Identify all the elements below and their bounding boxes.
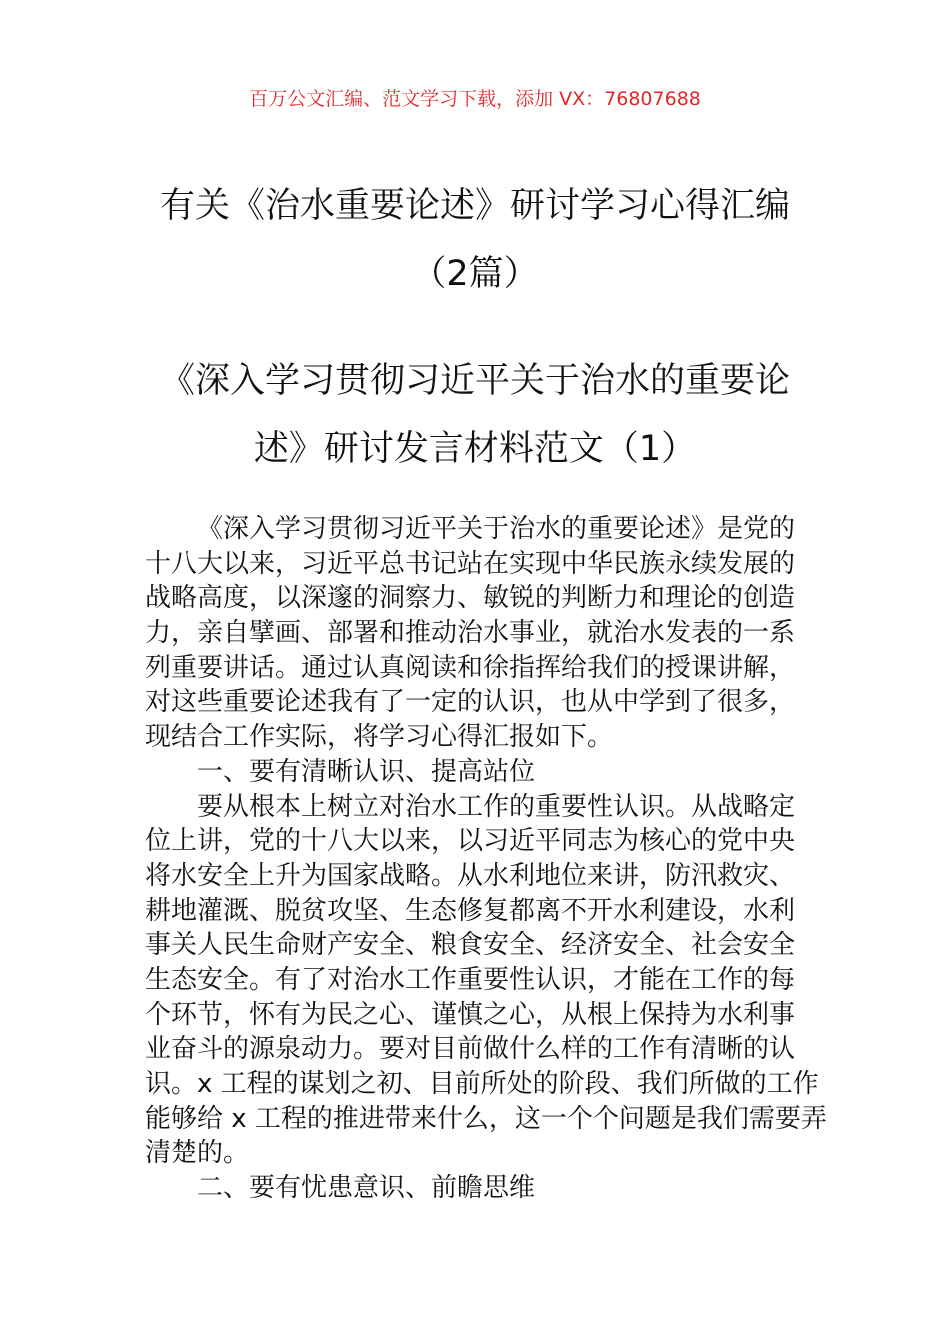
text-line: 清楚的。: [145, 1138, 250, 1169]
text-line: 现结合工作实际，将学习心得汇报如下。: [145, 722, 614, 753]
section-title-line2: 述》研讨发言材料范文（1）: [253, 429, 697, 469]
text-line: 位上讲，党的十八大以来，以习近平同志为核心的党中央: [145, 826, 796, 857]
document-body: [145, 512, 827, 1206]
text-line: 战略高度，以深邃的洞察力、敏锐的判断力和理论的创造: [145, 583, 796, 614]
text-line: 识。x 工程的谋划之初、目前所处的阶段、我们所做的工作: [145, 1069, 819, 1099]
text-line: 事关人民生命财产安全、粮食安全、经济安全、社会安全: [145, 930, 796, 961]
text-line: 耕地灌溉、脱贫攻坚、生态修复都离不开水利建设，水利: [145, 895, 796, 926]
text-line: 十八大以来，习近平总书记站在实现中华民族永续发展的: [145, 548, 796, 579]
text-line: 一、要有清晰认识、提高站位: [197, 756, 536, 787]
text-line: 《深入学习贯彻习近平关于治水的重要论述》是党的: [197, 514, 796, 544]
text-line: 列重要讲话。通过认真阅读和徐指挥给我们的授课讲解，: [145, 652, 796, 683]
text-line: 个环节，怀有为民之心、谨慎之心，从根上保持为水利事: [145, 999, 796, 1030]
text-line: 生态安全。有了对治水工作重要性认识，才能在工作的每: [145, 964, 796, 995]
document-title-line1: 有关《治水重要论述》研讨学习心得汇编: [159, 186, 790, 226]
text-line: 要从根本上树立对治水工作的重要性认识。从战略定: [197, 791, 796, 822]
text-line: 将水安全上升为国家战略。从水利地位来讲，防汛救灾、: [145, 860, 796, 891]
text-line: 对这些重要论述我有了一定的认识，也从中学到了很多，: [145, 687, 796, 718]
text-line: 能够给 x 工程的推进带来什么，这一个个问题是我们需要弄: [145, 1103, 827, 1134]
document-title-line2: （2篇）: [411, 254, 539, 294]
section-title-line1: 《深入学习贯彻习近平关于治水的重要论: [159, 361, 790, 401]
text-line: 二、要有忧患意识、前瞻思维: [197, 1173, 536, 1204]
watermark-banner: 百万公文汇编、范文学习下载，添加 VX：76807688: [249, 88, 701, 110]
text-line: 业奋斗的源泉动力。要对目前做什么样的工作有清晰的认: [145, 1034, 796, 1065]
text-line: 力，亲自擘画、部署和推动治水事业，就治水发表的一系: [145, 618, 796, 649]
